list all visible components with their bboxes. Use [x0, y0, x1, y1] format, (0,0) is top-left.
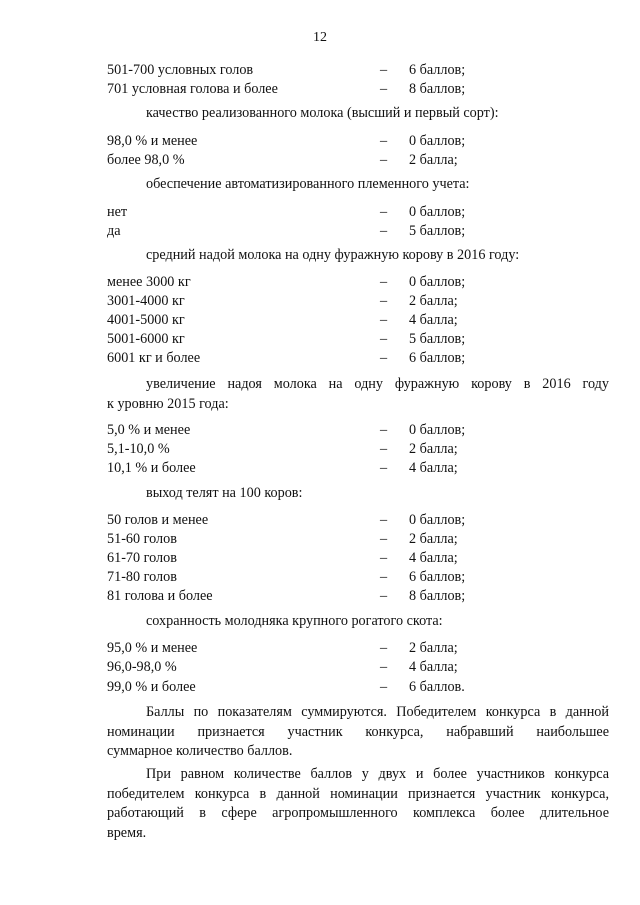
criteria-score: 5 баллов; [409, 223, 466, 239]
criteria-dash: – [380, 550, 388, 566]
criteria-label: 96,0-98,0 % [107, 659, 177, 675]
criteria-dash: – [380, 152, 388, 168]
criteria-score: 0 баллов; [409, 274, 466, 290]
criteria-row [107, 587, 527, 607]
criteria-dash: – [380, 422, 388, 438]
criteria-row [107, 330, 527, 350]
criteria-score: 4 балла; [409, 659, 458, 675]
criteria-score: 0 баллов; [409, 133, 466, 149]
section-heading-increase [107, 375, 609, 414]
criteria-dash: – [380, 293, 388, 309]
summary-paragraph [107, 703, 609, 762]
criteria-label: 3001-4000 кг [107, 293, 185, 309]
criteria-score: 2 балла; [409, 531, 458, 547]
paragraph-line: суммарное количество баллов. [107, 743, 293, 759]
heading-line: к уровню 2015 года: [107, 395, 229, 412]
criteria-row [107, 658, 527, 678]
criteria-row [107, 678, 527, 698]
criteria-label: 5,0 % и менее [107, 422, 191, 438]
criteria-dash: – [380, 274, 388, 290]
section-heading-yield: средний надой молока на одну фуражную корову в 2016 году: [146, 247, 520, 263]
criteria-row [107, 639, 527, 659]
criteria-dash: – [380, 679, 388, 695]
heading-line: увеличение надоя молока на одну фуражную корову в 2016 году [146, 376, 609, 392]
criteria-row [107, 61, 527, 81]
criteria-row [107, 530, 527, 550]
section-heading-automation: обеспечение автоматизированного племенного учета: [146, 176, 470, 192]
criteria-dash: – [380, 569, 388, 585]
criteria-row [107, 440, 527, 460]
criteria-label: 98,0 % и менее [107, 133, 198, 149]
criteria-dash: – [380, 312, 388, 328]
criteria-dash: – [380, 204, 388, 220]
page-number: 12 [313, 30, 327, 45]
paragraph-line: При равном количестве баллов у двух и более участников конкурса [146, 766, 609, 782]
criteria-row [107, 292, 527, 312]
criteria-label: нет [107, 204, 128, 220]
criteria-row [107, 421, 527, 441]
criteria-score: 2 балла; [409, 293, 458, 309]
criteria-row [107, 511, 527, 531]
paragraph-line: номинации признается участник конкурса, набравший наибольшее [107, 723, 609, 740]
criteria-dash: – [380, 133, 388, 149]
criteria-dash: – [380, 640, 388, 656]
criteria-label: более 98,0 % [107, 152, 185, 168]
section-heading-calves: выход телят на 100 коров: [146, 485, 303, 501]
criteria-label: менее 3000 кг [107, 274, 191, 290]
tie-paragraph [107, 765, 609, 843]
criteria-score: 4 балла; [409, 460, 458, 476]
criteria-score: 6 баллов; [409, 569, 466, 585]
criteria-dash: – [380, 441, 388, 457]
criteria-row [107, 273, 527, 293]
criteria-label: 501-700 условных голов [107, 62, 254, 78]
criteria-dash: – [380, 62, 388, 78]
criteria-score: 4 балла; [409, 312, 458, 328]
criteria-label: 51-60 голов [107, 531, 177, 547]
criteria-row [107, 349, 527, 369]
criteria-row [107, 549, 527, 569]
criteria-dash: – [380, 223, 388, 239]
criteria-dash: – [380, 588, 388, 604]
criteria-label: 81 голова и более [107, 588, 213, 604]
criteria-label: 5001-6000 кг [107, 331, 185, 347]
criteria-row [107, 459, 527, 479]
criteria-label: 6001 кг и более [107, 350, 201, 366]
section-heading-quality: качество реализованного молока (высший и первый сорт): [146, 105, 499, 121]
criteria-dash: – [380, 531, 388, 547]
criteria-score: 2 балла; [409, 640, 458, 656]
criteria-label: 4001-5000 кг [107, 312, 185, 328]
criteria-dash: – [380, 81, 388, 97]
criteria-score: 4 балла; [409, 550, 458, 566]
criteria-row [107, 203, 527, 223]
criteria-label: 50 голов и менее [107, 512, 209, 528]
criteria-dash: – [380, 350, 388, 366]
criteria-label: 10,1 % и более [107, 460, 196, 476]
criteria-dash: – [380, 331, 388, 347]
criteria-score: 0 баллов; [409, 512, 466, 528]
criteria-label: 701 условная голова и более [107, 81, 278, 97]
criteria-score: 0 баллов; [409, 422, 466, 438]
criteria-score: 6 баллов; [409, 62, 466, 78]
criteria-score: 6 баллов; [409, 350, 466, 366]
criteria-label: да [107, 223, 121, 239]
criteria-row [107, 80, 527, 100]
section-heading-youngstock: сохранность молодняка крупного рогатого скота: [146, 613, 443, 629]
criteria-dash: – [380, 659, 388, 675]
criteria-score: 5 баллов; [409, 331, 466, 347]
criteria-row [107, 151, 527, 171]
paragraph-line: Баллы по показателям суммируются. Победителем конкурса в данной [146, 704, 609, 720]
paragraph-line: время. [107, 824, 147, 841]
criteria-dash: – [380, 512, 388, 528]
criteria-label: 95,0 % и менее [107, 640, 198, 656]
criteria-row [107, 311, 527, 331]
criteria-dash: – [380, 460, 388, 476]
criteria-row [107, 568, 527, 588]
criteria-score: 8 баллов; [409, 588, 466, 604]
criteria-row [107, 222, 527, 242]
criteria-score: 2 балла; [409, 152, 458, 168]
paragraph-line: победителем конкурса в данной номинации признается участник конкурса, [107, 785, 609, 802]
criteria-score: 6 баллов. [409, 679, 465, 695]
criteria-score: 8 баллов; [409, 81, 466, 97]
criteria-label: 5,1-10,0 % [107, 441, 170, 457]
criteria-score: 2 балла; [409, 441, 458, 457]
criteria-score: 0 баллов; [409, 204, 466, 220]
criteria-label: 71-80 голов [107, 569, 177, 585]
paragraph-line: работающий в сфере агропромышленного комплекса более длительное [107, 805, 609, 821]
criteria-label: 99,0 % и более [107, 679, 196, 695]
criteria-label: 61-70 голов [107, 550, 177, 566]
criteria-row [107, 132, 527, 152]
